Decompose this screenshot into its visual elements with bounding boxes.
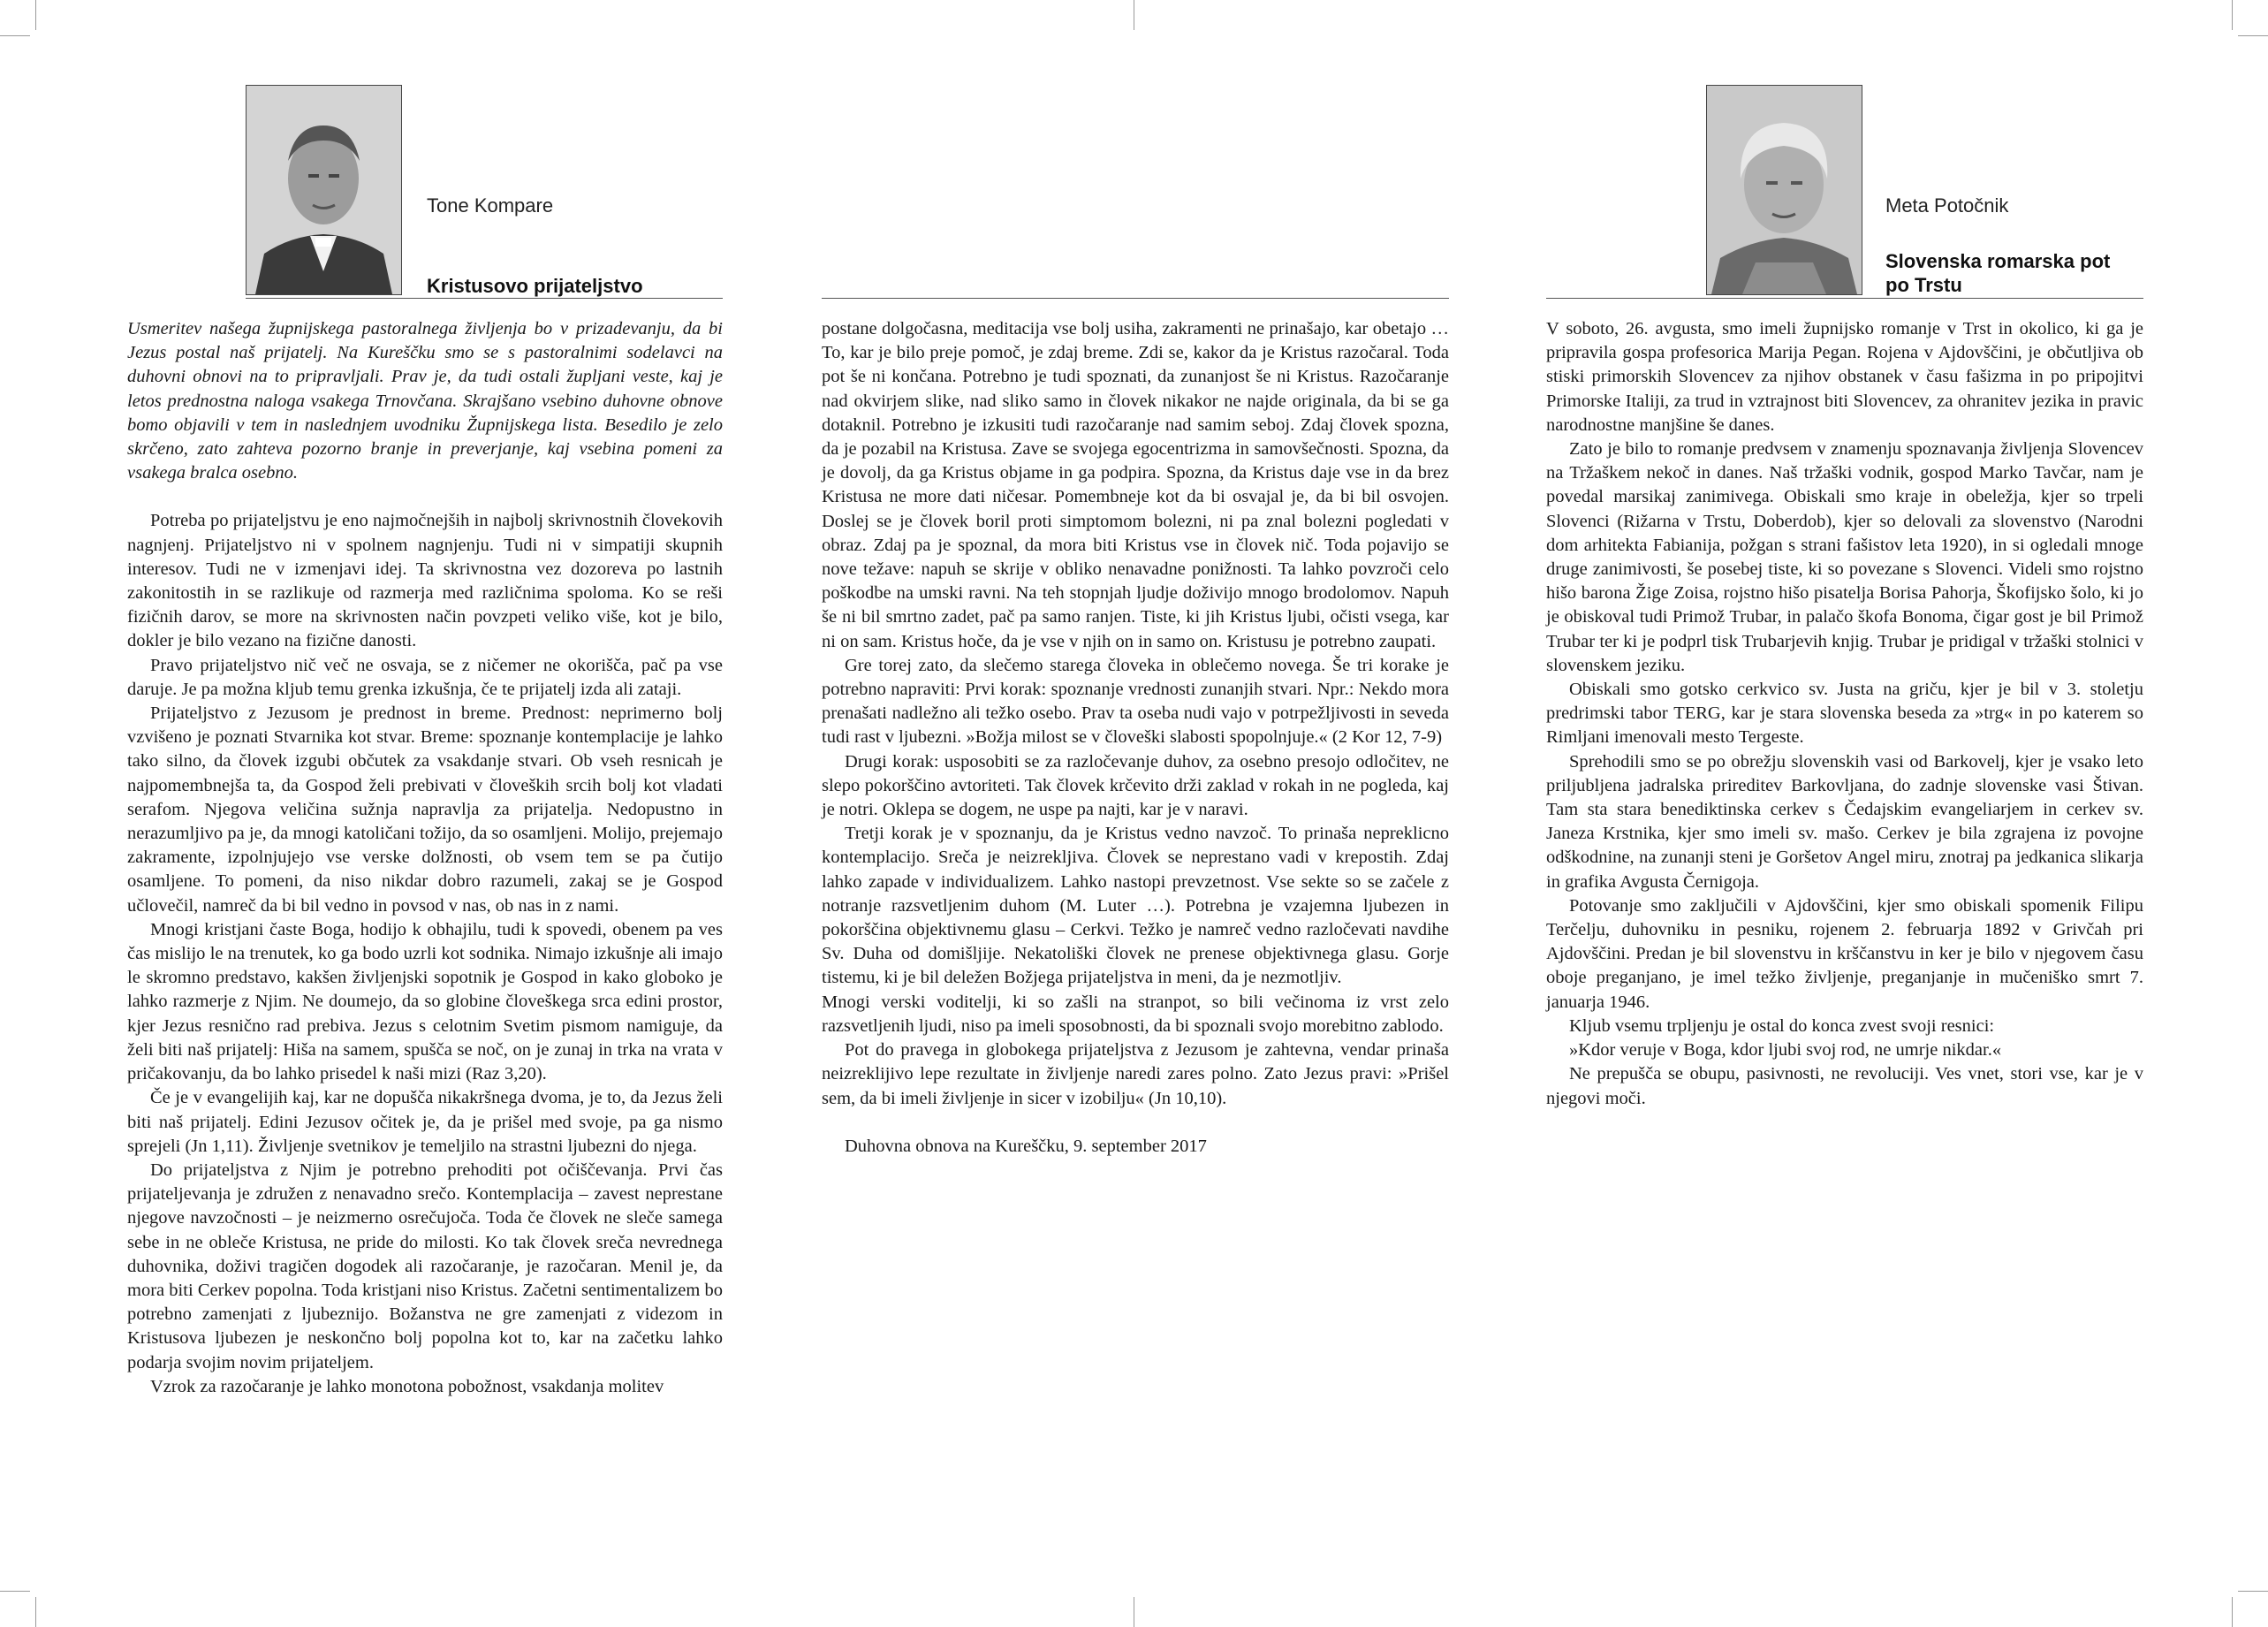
paragraph: Potovanje smo zaključili v Ajdovščini, kjer smo obiskali spomenik Filipu Terčelju, duhovniku in pesniku, rojenem 2. februarja 1892 v Grivčah pri Ajdovščini. Predan je bil slovenstvu in krščanstvu in ker je bilo v njegovem času oboje preganjano, je imel težko življenje, preganjanje in mučeniško smrt 7. januarja 1946. [1546, 895, 2143, 1012]
article-title-line: po Trstu [1885, 274, 1962, 296]
crop-mark [2232, 0, 2233, 30]
paragraph: V soboto, 26. avgusta, smo imeli župnijsko romanje v Trst in okolico, ki ga je pripravila gospa profesorica Marija Pegan. Rojena v Ajdovščini, je občutljiva ob stiski primorskih Slovencev za njihov obstanek v času fašizma in po pripojitvi Primorske Italiji, za trud in vztrajnost biti Slovencev, za ohranitev jezika in pravic narodnostne manjšine še danes. [1546, 319, 2143, 435]
paragraph: Kljub vsemu trpljenju je ostal do konca zvest svoji resnici: [1569, 1015, 1995, 1036]
paragraph: Drugi korak: usposobiti se za razločevanje duhov, za osebno presojo odločitev, ne slepo pokorščino avtoriteti. Tak človek krčevito drži zaklad v rokah in ne pogleda, kaj je notri. Oklepa se dogem, ne uspe pa najti, kar je v naravi. [822, 751, 1449, 820]
header-rule [1546, 298, 2143, 299]
column-top-rule [822, 298, 1449, 299]
paragraph: Mnogi kristjani časte Boga, hodijo k obhajilu, tudi k spovedi, obenem pa ves čas mislijo le na trenutek, ko ga bodo uzrli kot sodnika. Nimajo izkušnje ali imajo le skromno predstavo, kakšen življenjski sopotnik je Gospod in kako globoko je lahko razmerje z Njim. Ne doumejo, da so globine človeškega srca edini prostor, kjer Jezus resnično rad prebiva. Jezus s celotnim Svetim pismom namiguje, da želi biti naš prijatelj: Hiša na samem, spušča se noč, on je zunaj in trka na vrata v pričakovanju, da bo lahko prisedel k naši mizi (Raz 3,20). [127, 919, 723, 1084]
quote: »Kdor veruje v Boga, kdor ljubi svoj rod, ne umrje nikdar.« [1569, 1040, 2002, 1061]
paragraph: Vzrok za razočaranje je lahko monotona pobožnost, vsakdanja molitev [150, 1376, 664, 1396]
left-article-body [127, 317, 723, 1399]
paragraph: Mnogi verski voditelji, ki so zašli na stranpot, so bili večinoma iz vrst zelo razsvetljenih ljudi, niso pa imeli sposobnosti, da bi spoznali svojo morebitno zablodo. [822, 992, 1449, 1036]
paragraph: postane dolgočasna, meditacija vse bolj usiha, zakramenti ne prinašajo, kar obetajo … To, kar je bilo preje pomoč, je zdaj breme. Zdi se, kakor da je Kristus razočaral. Toda pot še ni končana. Potrebno je tudi spoznati, da zunanjost še ni Kristus. Razočaranje nad okvirjem slike, nad sliko samo in človek nikakor ne najde originala, da bi se ga dotaknil. Potrebno je izkusiti tudi razočaranje nad samim seboj. Zdaj človek spozna, da je pozabil na Kristusa. Zave se svojega egocentrizma in samovšečnosti. Spozna, da je dovolj, da ga Kristus objame in ga podpira. Spozna, da Kristus daje vse in da brez Kristusa ne more dati ničesar. Pomembneje kot da bi osvajal je, da bi bil osvojen. Doslej se je človek boril proti simptomom bolezni, ni pa znal bolezni pogledati v obraz. Zdaj pa je spoznal, da mora biti Kristus vse in človek nič. Toda pojavijo se nove težave: napuh se skrije v obliko nenavadne ponižnosti. Ta lahko povzroči celo poškodbe na umski ravni. Na teh stopnjah ljudje doživijo mnogo brodolomov. Napuh še ni bil smrtno zadet, pač pa samo ranjen. Tiste, ki jih Kristus ljubi, očisti vsega, kar ni on sam. Kristus hoče, da je vse v njih on in samo on. Kristusu je potrebno zaupati. [822, 319, 1449, 651]
article-intro: Usmeritev našega župnijskega pastoralnega življenja bo v prizadevanju, da bi Jezus postal naš prijatelj. Na Kureščku smo se s pastoralnimi sodelavci na duhovni obnovi na to pripravljali. Prav je, da tudi ostali župljani veste, kaj je letos prednostna naloga vsakega Trnovčana. Skrajšano vsebino duhovne obnove bomo objavili v tem in naslednjem uvodniku Župnijskega lista. Besedilo je zelo skrčeno, zato zahteva pozorno branje in preverjanje, kaj vsebina pomeni za vsakega bralca osebno. [127, 319, 723, 483]
paragraph: Zato je bilo to romanje predvsem v znamenju spoznavanja življenja Slovencev na Tržaškem nekoč in danes. Naš tržaški vodnik, gospod Marko Tavčar, nam je povedal marsikaj zanimivega. Obiskali smo kraje in obeležja, kjer so trpeli Slovenci (Rižarna v Trstu, Doberdob), kjer so delovali za slovenstvo (Narodni dom arhitekta Fabianija, požgan s strani fašistov leta 1920), in si ogledali mnoge druge zanimivosti, še posebej tiste, ki so povezane s Slovenci. Videli smo rojstno hišo barona Žige Zoisa, rojstno hišo pisatelja Borisa Pahorja, Škofijsko šolo, ki jo je obiskoval tudi Primož Trubar, in palačo škofa Bonoma, čigar gost je bil Primož Trubar ter ki je podprl tisk Trubarjevih knjig. Trubar je pridigal v tržaški stolnici v slovenskem jeziku. [1546, 439, 2143, 675]
paragraph: Prijateljstvo z Jezusom je prednost in breme. Prednost: neprimerno bolj vzvišeno je poznati Stvarnika kot stvar. Breme: spoznanje kontemplacije je lahko tako silno, da človek izgubi občutek za vsakdanje stvari. Ob vseh resnicah je najpomembnejša ta, da Gospod želi prebivati v človeških srcih bolj kot vladati serafom. Njegova veličina sužnja napravlja za prijatelja. Nedopustno in nerazumljivo pa je, da mnogi katoličani tožijo, da so osamljeni. Molijo, prejemajo zakramente, izpolnjujejo vse verske dolžnosti, ob vsem tem se pa čutijo osamljene. To pomeni, da niso nikdar dobro razumeli, zakaj se je Gospod učlovečil, namreč da bi bil vedno in povsod v nas, ob nas in z nami. [127, 703, 723, 916]
crop-mark [35, 1597, 36, 1627]
paragraph: Do prijateljstva z Njim je potrebno prehoditi pot očiščevanja. Prvi čas prijateljevanja je združen z nenavadno srečo. Kontemplacija – zavest neprestane njegove navzočnosti – je neizmerno osrečujoča. Toda če človek ne sleče samega sebe in ne obleče Kristusa, ne pride do milosti. Ko tak človek sreča nevrednega duhovnika, doživi tragičen dogodek ali razočaranje, je razočaran. Menil je, da mora biti Cerkev popolna. Toda kristjani niso Kristus. Začetni sentimentalizem bo potrebno zamenjati z ljubeznijo. Božanstva ne gre zamenjati z videzom in Kristusova ljubezen je neskončno bolj popolna kot to, kar na začetku lahko podarja svojim novim prijateljem. [127, 1159, 723, 1372]
crop-mark [35, 0, 36, 30]
paragraph: Tretji korak je v spoznanju, da je Kristus vedno navzoč. To prinaša nepreklicno kontemplacijo. Sreča je neizrekljiva. Človek se neprestano vadi v krepostih. Zdaj lahko zapade v individualizem. Lahko nastopi prevzetnost. Vse sekte so se začele z notranje razsvetljenim duhom (M. Luter …). Potrebna je vzajemna ljubezen in pokorščina objektivnemu glasu – Cerkvi. Težko je namreč vedno razločevati navdihe Sv. Duha od domišljije. Nekatoliški človek ne prenese objektivnega glasu. Gorje tistemu, ki je bil deležen Božjega prijateljstva in meni, da je nezmotljiv. [822, 824, 1449, 988]
crop-mark [2238, 1591, 2268, 1592]
article-title [1885, 249, 2110, 297]
crop-mark [0, 35, 30, 36]
article-closing: Duhovna obnova na Kureščku, 9. september 2017 [845, 1136, 1207, 1156]
author-photo-tone-kompare [246, 85, 402, 295]
paragraph: Pot do pravega in globokega prijateljstva z Jezusom je zahtevna, vendar prinaša neizreklijivo lepe rezultate in življenje naredi zares polno. Zato Jezus pravi: »Prišel sem, da bi imeli življenje in sicer v izobilju« (Jn 10,10). [822, 1040, 1449, 1108]
author-photo-meta-potocnik [1706, 85, 1862, 295]
crop-mark [2238, 35, 2268, 36]
header-rule [246, 298, 723, 299]
right-article-body [1546, 317, 2143, 1111]
crop-mark [2232, 1597, 2233, 1627]
author-name: Meta Potočnik [1885, 194, 2009, 217]
article-title: Kristusovo prijateljstvo [427, 275, 643, 297]
paragraph: Sprehodili smo se po obrežju slovenskih vasi od Barkovelj, kjer je vsako leto priljubljena jadralska prireditev Barkovljana, do zadnje slovenske vasi Štivan. Tam sta stara benediktinska cerkev s Čedajskim evangeliarjem in cerkev sv. Janeza Krstnika, kjer smo imeli sv. mašo. Cerkev je bila zgrajena iz povojne odškodnine, na zunanji steni je Goršetov Angel miru, znotraj pa jedkanica slikarja in grafika Avgusta Černigoja. [1546, 751, 2143, 892]
paragraph: Gre torej zato, da slečemo starega človeka in oblečemo novega. Še tri korake je potrebno napraviti: Prvi korak: spoznanje vrednosti zunanjih stvari. Npr.: Nekdo mora prenašati nadležno ali težko osebo. Prav ta oseba nudi vajo v potrpežljivosti in seveda tudi rast v ljubezni. »Božja milost se v človeški slabosti spopolnjuje.« (2 Kor 12, 7-9) [822, 655, 1449, 748]
paragraph: Ne prepušča se obupu, pasivnosti, ne revoluciji. Ves vnet, stori vse, kar je v njegovi moči. [1546, 1064, 2143, 1108]
middle-article-body [822, 317, 1449, 1159]
portrait-man-icon [247, 86, 401, 294]
crop-mark [0, 1591, 30, 1592]
paragraph: Potreba po prijateljstvu je eno najmočnejših in najbolj skrivnostnih človekovih nagnjenj. Prijateljstvo ni v spolnem nagnjenju. Tudi ni v simpatiji skupnih interesov. Tudi ne v izmenjavi idej. Ta skrivnostna vez dozoreva po lastnih zakonitostih in se razlikuje od razmerja med različnima spoloma. Ko se reši fizičnih darov, se more na skrivnosten način povzpeti veliko više, kot je bilo, dokler je bilo vezano na fizične danosti. [127, 511, 723, 651]
paragraph: Če je v evangelijih kaj, kar ne dopušča nikakršnega dvoma, je to, da Jezus želi biti naš prijatelj. Edini Jezusov očitek je, da je prišel med svoje, pa ga nismo sprejeli (Jn 1,11). Življenje svetnikov je temeljilo na strastni ljubezni do njega. [127, 1088, 723, 1156]
paragraph: Obiskali smo gotsko cerkvico sv. Justa na griču, kjer je bil v 3. stoletju predrimski tabor TERG, kar je stara slovenska beseda za »trg« in po katerem so Rimljani imenovali mesto Tergeste. [1546, 680, 2143, 748]
author-name: Tone Kompare [427, 194, 554, 217]
paragraph: Pravo prijateljstvo nič več ne osvaja, se z ničemer ne okorišča, pač pa vse daruje. Je pa možna kljub temu grenka izkušnja, če te prijatelj izda ali zataji. [127, 655, 723, 699]
portrait-woman-icon [1707, 86, 1862, 294]
article-title-line: Slovenska romarska pot [1885, 250, 2111, 272]
